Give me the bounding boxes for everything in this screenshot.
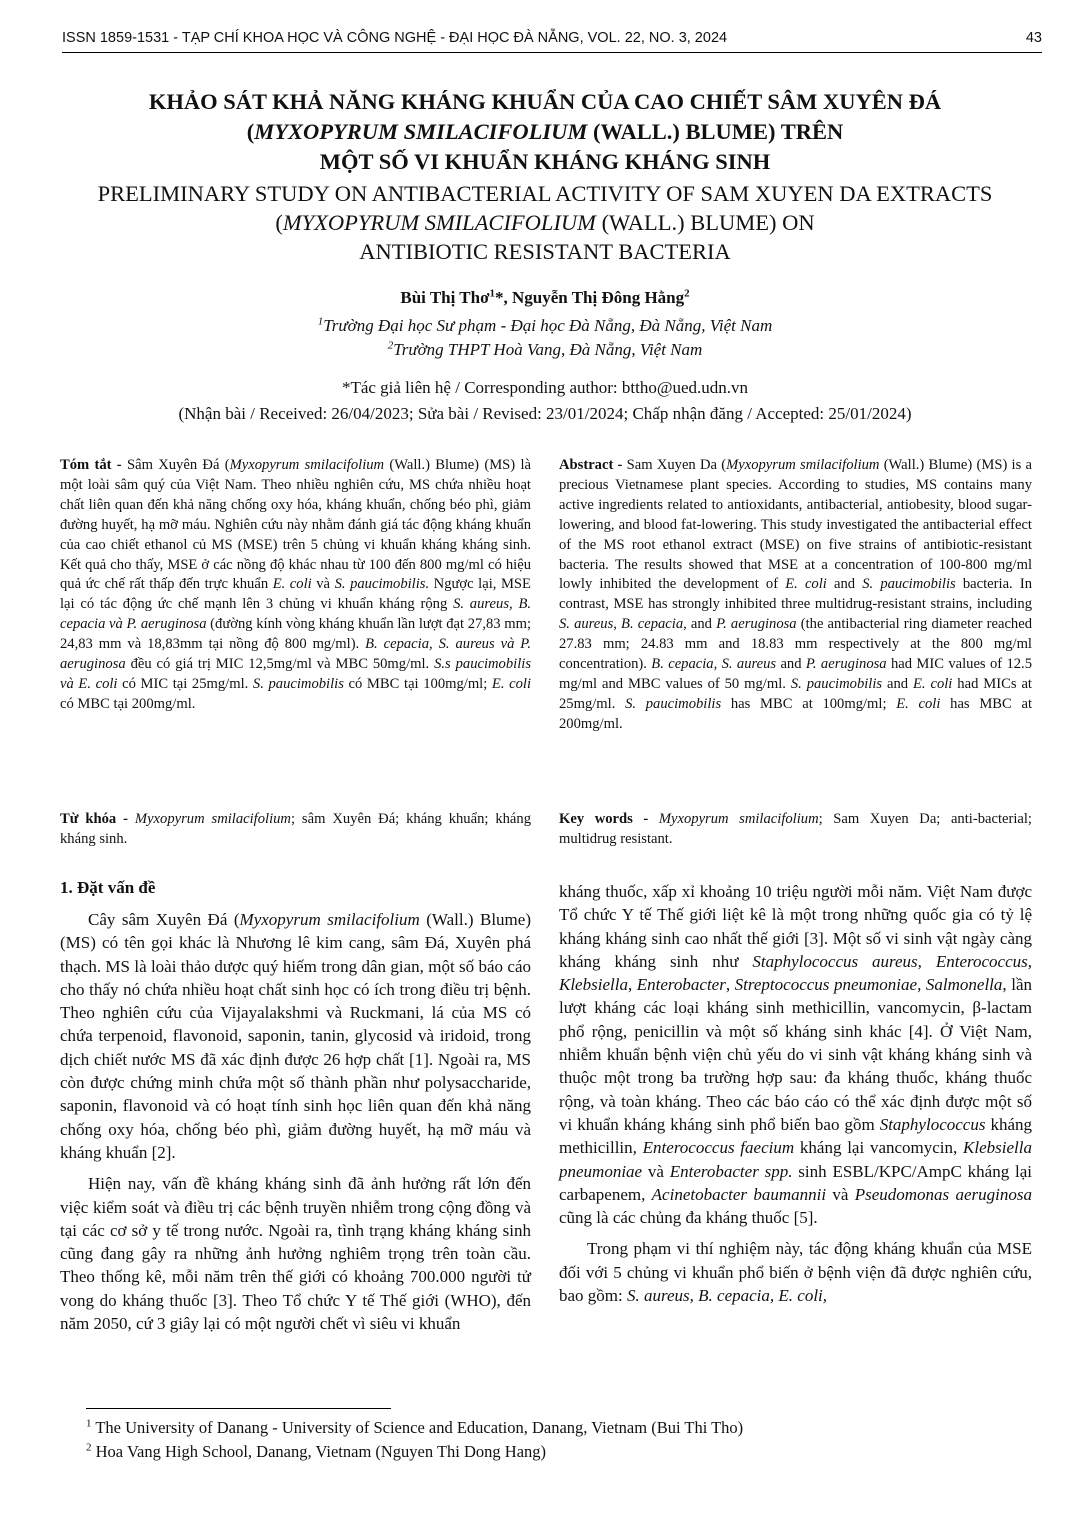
- header-rule: [62, 52, 1042, 53]
- abstract-vietnamese: [60, 456, 531, 715]
- affiliation-2: [0, 340, 1090, 360]
- body-right-column: [559, 880, 1032, 1307]
- abs-en-t9: had MIC values of 12.5 mg/ml and MBC values of 50 mg/ml.: [559, 656, 1033, 692]
- abs-vi-i2: E. coli: [272, 576, 312, 593]
- p3-t7: sinh ESBL/KPC/AmpC kháng lại carbapenem,: [559, 1161, 1033, 1204]
- footnote-2-sup: 2: [86, 1441, 92, 1454]
- p3-t5: kháng lại vancomycin,: [794, 1138, 964, 1158]
- author-list: [0, 288, 1090, 308]
- p3-i8: Pseudomonas aeruginosa: [854, 1184, 1032, 1204]
- p1-t2: (Wall.) Blume) (MS) có tên gọi khác là Nhương lê kim cang, sâm Đá, Xuyên phá thạch. MS là loài thảo dược quý hiếm trong dân gian, một số báo cáo cho thấy nó chứa nhiều hoạt chất sinh học có ích trong điều trị bệnh. Theo nghiên cứu của Vijayalakshmi và Ruckmani, lá của MS có chứa terpenoid, flavonoid, saponin, tanin, glycosid và iridoid, trong dịch chiết nước MS đã xác định được 26 hợp chất [1]. Ngoài ra, MS còn được chứng minh chứa một số thành phần như polysaccharide, saponin, flavonoid và có hoạt tính sinh học liên quan đến khả năng chống oxy hóa, chống béo phì, giảm đường huyết, hạ mỡ máu và kháng khuẩn [2].: [60, 910, 531, 1162]
- journal-header: ISSN 1859-1531 - TẠP CHÍ KHOA HỌC VÀ CÔNG NGHỆ - ĐẠI HỌC ĐÀ NẴNG, VOL. 22, NO. 3, 2024: [62, 30, 728, 46]
- author-2: Nguyễn Thị Đông Hằng: [512, 288, 685, 307]
- abs-vi-i6: S.s paucimobilis và E. coli: [60, 656, 531, 692]
- affiliation-2-text: Trường THPT Hoà Vang, Đà Nẵng, Việt Nam: [393, 340, 703, 359]
- kw-en-species: Myxopyrum smilacifolium: [658, 811, 819, 827]
- abs-en-t13: has MBC at 200mg/ml.: [559, 695, 1033, 732]
- abs-en-i7: B. cepacia, S. aureus: [651, 656, 777, 673]
- abs-en-t1: Sam Xuyen Da (: [622, 457, 727, 473]
- abs-en-i5: B. cepacia,: [621, 616, 687, 633]
- kw-vi-species: Myxopyrum smilacifolium: [134, 811, 291, 827]
- abs-en-i1: Myxopyrum smilacifolium: [726, 457, 880, 473]
- p3-i6: Enterobacter spp.: [669, 1161, 793, 1181]
- abs-vi-t5: (đường kính vòng kháng khuẩn lần lượt đạt 27,83 mm; 24,83 mm và 18,83mm tại nồng độ 800 mg/ml).: [60, 616, 532, 653]
- body-paragraph-1: [60, 908, 531, 1164]
- p4-i1: S. aureus, B. cepacia, E. coli,: [627, 1286, 828, 1306]
- keywords-english: [559, 810, 1032, 850]
- footnote-2: [86, 1442, 546, 1462]
- p3-i1: Staphylococcus aureus, Enterococcus, Klebsiella, Enterobacter: [559, 951, 1032, 995]
- title-en-paren: (: [275, 210, 283, 235]
- footnote-1: [86, 1418, 743, 1438]
- abs-vi-t6: đều có giá trị MIC 12,5mg/ml và MBC 50mg/ml.: [125, 656, 435, 673]
- abs-en-i2: E. coli: [785, 576, 827, 593]
- p3-i4: , Enterococcus faecium: [632, 1138, 795, 1158]
- abs-vi-i3: S. paucimobilis.: [334, 576, 430, 593]
- p3-i7: Acinetobacter baumannii: [651, 1184, 827, 1204]
- abs-vi-t1: Sâm Xuyên Đá (: [121, 457, 230, 473]
- kw-vi-rest: ; sâm Xuyên Đá; kháng khuẩn; kháng kháng sinh.: [60, 811, 531, 847]
- kw-en-rest: ; Sam Xuyen Da; anti-bacterial; multidrug resistant.: [559, 811, 1032, 847]
- abs-en-i9: S. paucimobilis: [790, 675, 883, 692]
- affiliation-2-sup: 2: [387, 339, 394, 352]
- abs-en-t2: (Wall.) Blume) (MS) is a precious Vietnamese plant species. According to studies, MS contains many active ingredients related to antioxidants, antibacterial, antiobesity, blood sugar-lowering, and blood fat-lowering. This study investigated the antibacterial effect of the MS root ethanol extract (MSE) on five strains of antibiotic-resistant bacteria. The results showed that MSE at a concentration of 100-800 mg/ml lowly inhibited the development of: [559, 457, 1032, 593]
- p3-i2: Streptococcus pneumoniae, Salmonella: [734, 975, 1003, 995]
- p3-t9: cũng là các chủng đa kháng thuốc [5].: [559, 1208, 818, 1228]
- author-2-sup: 2: [684, 287, 690, 300]
- abs-en-t4: bacteria. In contrast, MSE has strongly inhibited three multidrug-resistant strains, including: [559, 576, 1032, 613]
- abs-vi-t7: có MIC tại 25mg/ml.: [117, 675, 253, 692]
- title-vi-line3: MỘT SỐ VI KHUẨN KHÁNG KHÁNG SINH: [319, 149, 771, 174]
- abs-vi-i7: S. paucimobilis: [252, 675, 344, 692]
- body-left-column: [60, 908, 531, 1335]
- title-vi-line2-rest: (WALL.) BLUME) TRÊN: [587, 119, 844, 144]
- abs-vi-t3: và: [311, 576, 335, 593]
- abs-vi-i8: E. coli: [491, 675, 531, 692]
- abstract-english: [559, 456, 1032, 735]
- footnote-1-text: The University of Danang - University of Science and Education, Danang, Vietnam (Bui Thi Tho): [91, 1418, 744, 1437]
- p3-t3: , lần lượt kháng các loại kháng sinh methicillin, vancomycin, β-lactam phổ rộng, penicillin và một số kháng sinh khác [4]. Ở Việt Nam, nhiễm khuẩn bệnh viện chủ yếu do vi sinh vật kháng kháng sinh và thuộc một trong ba trường hợp sau: đa kháng thuốc, kháng thuốc rộng, và toàn kháng. Theo các báo cáo có thể xác định được một số vi khuẩn kháng kháng sinh phổ biến bao gồm: [559, 975, 1032, 1134]
- p3-i3: Staphylococcus: [879, 1114, 986, 1134]
- title-vietnamese: [40, 87, 1050, 177]
- p3-t2: ,: [725, 975, 735, 995]
- abs-en-t8: and: [776, 656, 806, 673]
- section-heading: 1. Đặt vấn đề: [60, 878, 156, 897]
- p1-i1: Myxopyrum smilacifolium: [239, 910, 420, 929]
- abs-en-t10: and: [882, 675, 913, 692]
- p3-t6: và: [642, 1161, 670, 1181]
- abs-en-t11: had MICs at 25mg/ml.: [559, 675, 1032, 712]
- p3-t4: kháng methicillin: [559, 1114, 1032, 1158]
- corresponding-author: *Tác giả liên hệ / Corresponding author: bttho@ued.udn.vn: [341, 378, 749, 397]
- keywords-en-label: Key words -: [559, 811, 649, 827]
- body-paragraph-3: [559, 880, 1032, 1229]
- abs-en-i12: E. coli: [896, 695, 941, 712]
- title-vi-line2: [40, 117, 1050, 147]
- abs-en-t5: ,: [613, 616, 622, 633]
- abs-vi-t8: có MBC tại 100mg/ml;: [343, 675, 492, 692]
- abs-en-t12: has MBC at 100mg/ml;: [721, 695, 897, 712]
- p1-t1: Cây sâm Xuyên Đá (: [88, 910, 240, 929]
- keywords-vietnamese: [60, 810, 531, 850]
- p4-t1: Trong phạm vi thí nghiệm này, tác động kháng khuẩn của MSE đối với 5 chủng vi khuẩn phổ biến ở bệnh viện đã được nghiên cứu, bao gồm:: [559, 1239, 1032, 1306]
- body-paragraph-4: [559, 1237, 1032, 1307]
- title-vi-paren: (: [246, 119, 255, 144]
- footnote-rule: [86, 1408, 391, 1409]
- abs-en-i11: S. paucimobilis: [625, 695, 722, 712]
- p3-t1: kháng thuốc, xấp xỉ khoảng 10 triệu người mỗi năm. Việt Nam được Tổ chức Y tế Thế giới liệt kê là một trong những quốc gia có tỷ lệ kháng kháng sinh cao nhất thế giới [3]. Một số vi sinh vật ngày càng kháng kháng sinh như: [559, 882, 1032, 971]
- abs-vi-t9: có MBC tại 200mg/ml.: [60, 695, 196, 712]
- abs-en-i6: P. aeruginosa: [716, 616, 797, 633]
- title-en-species: MYXOPYRUM SMILACIFOLIUM: [282, 210, 596, 235]
- body-paragraph-2: Hiện nay, vấn đề kháng kháng sinh đã ảnh hưởng rất lớn đến việc kiểm soát và điều trị các bệnh truyền nhiễm trong cộng đồng và tại các cơ sở y tế trong nước. Ngoài ra, tình trạng kháng kháng sinh cũng đang gây ra những ảnh hưởng nghiêm trọng trên toàn cầu. Theo thống kê, mỗi năm trên thế giới có khoảng 700.000 người tử vong do kháng thuốc [3]. Theo Tổ chức Y tế Thế giới (WHO), đến năm 2050, cứ 3 giây lại có một người chết vì siêu vi khuẩn: [60, 1174, 531, 1334]
- title-en-line2: [40, 208, 1050, 237]
- author-1-sup: 1: [489, 287, 496, 300]
- abs-vi-t2: (Wall.) Blume) (MS) là một loài sâm quý của Việt Nam. Theo nhiều nghiên cứu, MS chứa nhiều hoạt chất liên quan đến khả năng chống oxy hóa, kháng khuẩn, chống béo phì, giảm đường huyết, hạ mỡ máu. Nghiên cứu này nhằm đánh giá tác động kháng khuẩn của cao chiết ethanol củ MS (MSE) trên 5 chủng vi khuẩn kháng kháng sinh. Kết quả cho thấy, MSE ở các nồng độ khác nhau từ 100 đến 800 mg/ml có hiệu quả ức chế rất thấp đến trực khuẩn: [60, 457, 531, 593]
- abs-en-t3: and: [826, 576, 863, 593]
- title-vi-species: MYXOPYRUM SMILACIFOLIUM: [254, 119, 588, 144]
- footnote-1-sup: 1: [86, 1417, 92, 1430]
- title-vi-line1: KHẢO SÁT KHẢ NĂNG KHÁNG KHUẨN CỦA CAO CHIẾT SÂM XUYÊN ĐÁ: [148, 89, 942, 114]
- title-english: [40, 179, 1050, 266]
- p3-t8: và: [826, 1184, 855, 1204]
- abs-en-i4: S. aureus: [559, 616, 614, 633]
- affiliation-1-sup: 1: [317, 315, 324, 328]
- abstract-en-label: Abstract -: [559, 457, 623, 473]
- author-1: Bùi Thị Thơ: [400, 288, 490, 307]
- abs-en-t7: (the antibacterial ring diameter reached 27.83 mm; 24.83 mm and 18.83 mm respectively at the 800 mg/ml concentration).: [559, 616, 1032, 673]
- title-en-line3: ANTIBIOTIC RESISTANT BACTERIA: [359, 239, 731, 264]
- keywords-vi-label: Từ khóa -: [60, 811, 128, 827]
- p3-i5: Klebsiella pneumoniae: [559, 1138, 1032, 1181]
- title-en-line1: PRELIMINARY STUDY ON ANTIBACTERIAL ACTIVITY OF SAM XUYEN DA EXTRACTS: [97, 181, 993, 206]
- abs-vi-i5: B. cepacia, S. aureus và P. aeruginosa: [60, 636, 531, 673]
- abs-en-i8: P. aeruginosa: [805, 656, 887, 673]
- abs-en-t6: and: [686, 616, 717, 633]
- abs-vi-t4: Ngược lại, MSE lại có tác động ức chế mạnh lên 3 chủng vi khuẩn kháng rộng: [60, 576, 531, 613]
- abs-vi-i4: S. aureus, B. cepacia và P. aeruginosa: [60, 596, 532, 633]
- author-1-mark: *,: [495, 288, 513, 307]
- received-dates: (Nhận bài / Received: 26/04/2023; Sửa bài / Revised: 23/01/2024; Chấp nhận đăng / Accepted: 25/01/2024): [178, 404, 912, 423]
- affiliation-1-text: Trường Đại học Sư phạm - Đại học Đà Nẵng, Đà Nẵng, Việt Nam: [323, 316, 773, 335]
- running-header: [62, 30, 1042, 52]
- kw-vi-space: [128, 811, 135, 827]
- kw-en-space: [648, 811, 659, 827]
- abstract-vi-label: Tóm tắt -: [60, 457, 122, 473]
- footnote-2-text: Hoa Vang High School, Danang, Vietnam (Nguyen Thi Dong Hang): [91, 1442, 547, 1461]
- abs-en-i3: S. paucimobilis: [862, 576, 956, 593]
- abs-vi-i1: Myxopyrum smilacifolium: [229, 457, 385, 473]
- abs-en-i10: E. coli: [913, 675, 953, 692]
- page-number: 43: [1025, 30, 1042, 46]
- title-en-line2-rest: (WALL.) BLUME) ON: [595, 210, 815, 235]
- affiliation-1: [0, 316, 1090, 336]
